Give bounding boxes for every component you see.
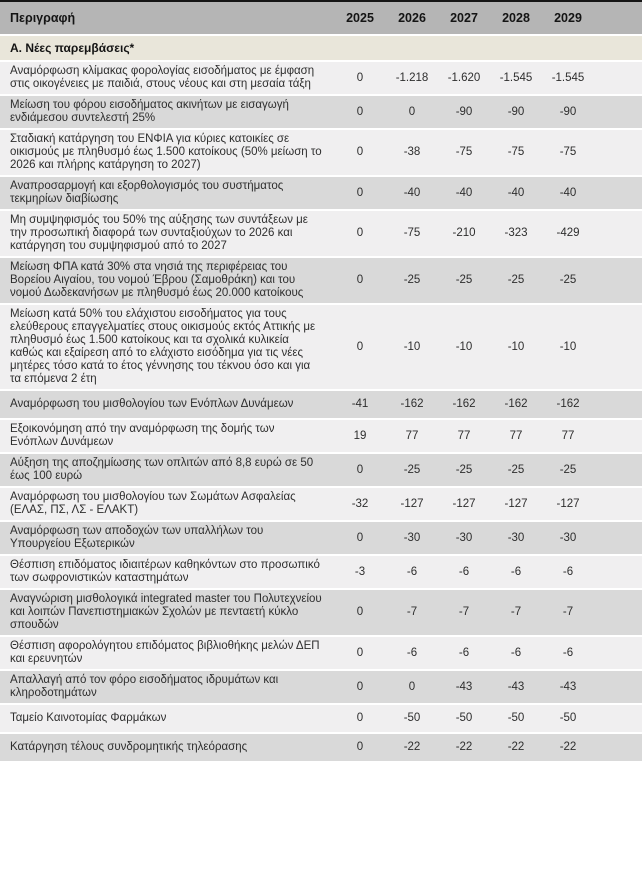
row-value: -7: [510, 606, 522, 618]
row-value: -38: [403, 146, 421, 158]
row-value: 0: [408, 680, 416, 693]
row-value: -210: [452, 227, 476, 239]
table-row: [0, 211, 642, 256]
row-label: Αναμόρφωση του μισθολογίου των Ενόπλων Δυνάμεων: [10, 398, 294, 410]
row-label: Αναπροσαρμογή και εξορθολογισμός του συστήματος τεκμηρίων διαβίωσης: [10, 180, 284, 205]
table-row: [0, 258, 642, 303]
row-value: -40: [559, 186, 577, 199]
row-label: Απαλλαγή από τον φόρο εισοδήματος ιδρυμάτων και κληροδοτημάτων: [10, 674, 279, 699]
row-value: 0: [356, 741, 364, 753]
row-value: 0: [356, 186, 364, 199]
row-value: -25: [403, 463, 421, 476]
row-value: -75: [455, 146, 473, 158]
row-value: -162: [504, 398, 528, 410]
row-value: -10: [455, 340, 473, 353]
row-label: Αναμόρφωση κλίμακας φορολογίας εισοδήματος με έμφαση στις οικογένειες με παιδιά, στους νέους και στη μεσαία τάξη: [10, 65, 315, 90]
table-row: [0, 130, 642, 175]
table-row: [0, 671, 642, 703]
row-value: -32: [351, 497, 369, 510]
row-value: 0: [356, 606, 364, 618]
row-value: 0: [356, 680, 364, 693]
row-value: -40: [403, 186, 421, 199]
row-value: -30: [559, 531, 577, 544]
row-value: -7: [406, 606, 418, 618]
row-value: -127: [400, 497, 424, 510]
column-header-year: 2025: [346, 11, 374, 25]
row-value: -429: [556, 227, 580, 239]
table-body: [0, 62, 642, 761]
table-row: [0, 556, 642, 588]
table-row: [0, 705, 642, 732]
row-value: -6: [510, 565, 522, 578]
row-value: -50: [455, 712, 473, 724]
column-header-description: Περιγραφή: [10, 11, 76, 25]
row-label: Μείωση του φόρου εισοδήματος ακινήτων με εισαγωγή ενδιάμεσου συντελεστή 25%: [10, 99, 289, 124]
row-value: -25: [455, 274, 473, 286]
row-value: -162: [400, 398, 424, 410]
section-title: Α. Νέες παρεμβάσεις*: [10, 41, 135, 55]
row-value: 0: [356, 712, 364, 724]
row-value: -6: [406, 565, 418, 578]
row-label: Εξοικονόμηση από την αναμόρφωση της δομής των Ενόπλων Δυνάμεων: [10, 423, 275, 448]
row-value: 77: [405, 429, 419, 442]
row-value: 0: [356, 146, 364, 158]
row-value: -1.545: [499, 71, 533, 84]
row-value: 0: [356, 274, 364, 286]
section-header-row: [0, 36, 642, 60]
row-value: -90: [559, 105, 577, 118]
row-label: Μείωση κατά 50% του ελάχιστου εισοδήματος για τους ελεύθερους επαγγελματίες στους οικισμούς εκτός Αττικής με πληθυσμό έως 1.500 κατοίκους και τα σχολικά κυλικεία καθώς και εξαίρεση από το ελάχιστο εισόδημα για τις νέες μητέρες τόσο κατά το έτος γέννησης του τέκνου όσο και για τα επόμενα 2 έτη: [10, 308, 316, 385]
row-value: -25: [455, 463, 473, 476]
row-value: -1.545: [551, 71, 585, 84]
row-value: -41: [351, 398, 369, 410]
row-value: -75: [403, 227, 421, 239]
table-row: [0, 454, 642, 486]
row-value: -162: [452, 398, 476, 410]
table-row: [0, 590, 642, 635]
row-value: -90: [507, 105, 525, 118]
row-value: 0: [356, 531, 364, 544]
row-value: -43: [507, 680, 525, 693]
row-value: 19: [353, 429, 367, 442]
row-value: -1.218: [395, 71, 429, 84]
row-value: -10: [403, 340, 421, 353]
row-value: -30: [507, 531, 525, 544]
row-value: -323: [504, 227, 528, 239]
row-value: -22: [507, 741, 525, 753]
row-value: -22: [559, 741, 577, 753]
row-value: -7: [458, 606, 470, 618]
row-value: -50: [507, 712, 525, 724]
row-value: -22: [403, 741, 421, 753]
row-value: -6: [510, 646, 522, 659]
table-row: [0, 420, 642, 452]
row-value: -43: [559, 680, 577, 693]
table-header-row: [0, 2, 642, 34]
row-value: -75: [559, 146, 577, 158]
row-value: 0: [356, 646, 364, 659]
row-value: -1.620: [447, 71, 481, 84]
row-value: 77: [457, 429, 471, 442]
row-value: -6: [562, 565, 574, 578]
row-value: -7: [562, 606, 574, 618]
row-value: -25: [559, 274, 577, 286]
row-value: -50: [559, 712, 577, 724]
row-label: Μείωση ΦΠΑ κατά 30% στα νησιά της περιφέρειας του Βορείου Αιγαίου, του νομού Έβρου (Σαμοθράκη) και του νομού Δωδεκανήσων με πληθυσμό έως 20.000 κατοίκους: [10, 261, 304, 299]
row-value: 0: [408, 105, 416, 118]
row-value: -25: [507, 463, 525, 476]
row-value: 0: [356, 340, 364, 353]
row-label: Αναμόρφωση των αποδοχών των υπαλλήλων του Υπουργείου Εξωτερικών: [10, 525, 264, 550]
row-value: -25: [507, 274, 525, 286]
row-value: -6: [406, 646, 418, 659]
table-row: [0, 391, 642, 418]
column-header-year: 2029: [554, 11, 582, 25]
row-value: -3: [354, 565, 366, 578]
row-value: -25: [559, 463, 577, 476]
table-row: [0, 305, 642, 389]
row-value: -6: [562, 646, 574, 659]
row-value: -90: [455, 105, 473, 118]
column-header-year: 2028: [502, 11, 530, 25]
row-value: -162: [556, 398, 580, 410]
row-value: 0: [356, 105, 364, 118]
table-row: [0, 96, 642, 128]
row-value: -127: [504, 497, 528, 510]
row-value: 0: [356, 71, 364, 84]
row-value: 0: [356, 463, 364, 476]
table-row: [0, 177, 642, 209]
row-label: Θέσπιση αφορολόγητου επιδόματος βιβλιοθήκης μελών ΔΕΠ και ερευνητών: [10, 640, 320, 665]
row-value: -43: [455, 680, 473, 693]
row-value: -40: [507, 186, 525, 199]
table-row: [0, 62, 642, 94]
row-label: Σταδιακή κατάργηση του ΕΝΦΙΑ για κύριες κατοικίες σε οικισμούς με πληθυσμό έως 1.500 κατοίκους (50% μείωση το 2026 και πλήρης κατάργηση το 2027): [10, 133, 322, 171]
row-value: 77: [561, 429, 575, 442]
row-value: -30: [403, 531, 421, 544]
row-value: -6: [458, 565, 470, 578]
row-value: -6: [458, 646, 470, 659]
table-row: [0, 637, 642, 669]
row-value: -75: [507, 146, 525, 158]
row-value: 0: [356, 227, 364, 239]
row-value: -50: [403, 712, 421, 724]
row-value: 77: [509, 429, 523, 442]
row-value: -25: [403, 274, 421, 286]
row-label: Κατάργηση τέλους συνδρομητικής τηλεόρασης: [10, 741, 248, 753]
row-value: -30: [455, 531, 473, 544]
row-value: -127: [452, 497, 476, 510]
row-label: Αναγνώριση μισθολογικά integrated master του Πολυτεχνείου και λοιπών Πανεπιστημιακών Σχολών με πενταετή κύκλο σπουδών: [10, 593, 322, 631]
row-label: Αναμόρφωση του μισθολογίου των Σωμάτων Ασφαλείας (ΕΛΑΣ, ΠΣ, ΛΣ - ΕΛΑΚΤ): [10, 491, 296, 516]
row-value: -127: [556, 497, 580, 510]
row-value: -40: [455, 186, 473, 199]
column-header-year: 2026: [398, 11, 426, 25]
row-label: Μη συμψηφισμός του 50% της αύξησης των συντάξεων με την προσωπική διαφορά των συνταξιούχων το 2026 και κατάργηση του συμψηφισμού από το 2027: [10, 214, 308, 252]
table-row: [0, 488, 642, 520]
row-value: -22: [455, 741, 473, 753]
column-header-year: 2027: [450, 11, 478, 25]
table-row: [0, 734, 642, 761]
row-label: Θέσπιση επιδόματος ιδιαιτέρων καθηκόντων στο προσωπικό των σωφρονιστικών καταστημάτων: [10, 559, 320, 584]
row-value: -10: [507, 340, 525, 353]
row-label: Αύξηση της αποζημίωσης των οπλιτών από 8,8 ευρώ σε 50 έως 100 ευρώ: [10, 457, 314, 482]
table-row: [0, 522, 642, 554]
row-value: -10: [559, 340, 577, 353]
row-label: Ταμείο Καινοτομίας Φαρμάκων: [10, 712, 167, 724]
